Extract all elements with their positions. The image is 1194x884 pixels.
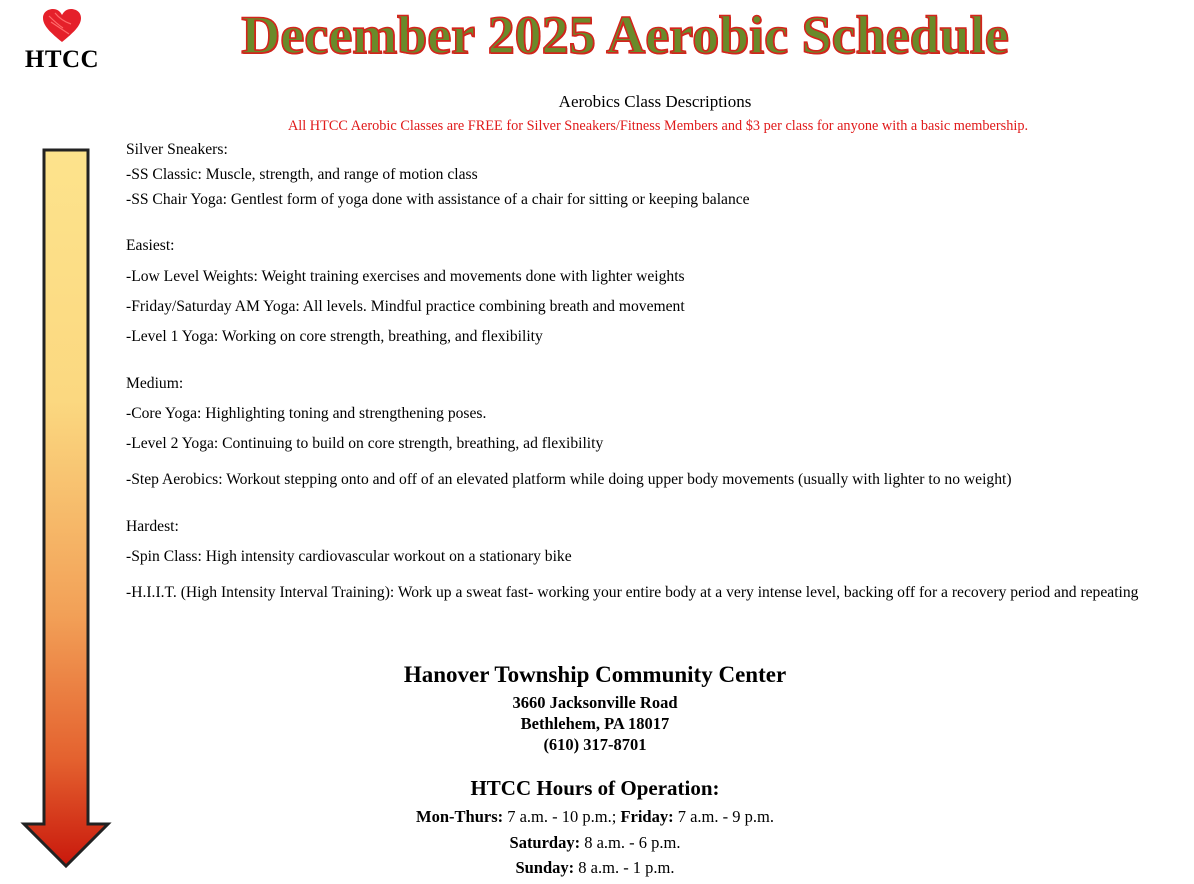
hours-sunday [195,858,995,878]
section-heading-easiest: Easiest: [126,237,175,254]
list-item: -Low Level Weights: Weight training exercises and movements done with lighter weights [126,268,685,285]
hours-saturday [195,833,995,853]
hours-weekday [195,807,995,827]
list-item: -H.I.I.T. (High Intensity Interval Training): Work up a sweat fast- working your entire body at a very intense level, backing off for a recovery period and repeating [126,584,1139,601]
list-item: -Level 1 Yoga: Working on core strength, breathing, and flexibility [126,328,543,345]
section-subtitle: Aerobics Class Descriptions [558,92,752,111]
hours-label: Saturday: [509,833,581,852]
hours-value: 8 a.m. - 6 p.m. [584,833,681,852]
section-heading-hardest: Hardest: [126,518,179,535]
pricing-notice: All HTCC Aerobic Classes are FREE for Silver Sneakers/Fitness Members and $3 per class for anyone with a basic membership. [287,118,1029,134]
phone-number: (610) 317-8701 [543,735,647,754]
section-heading-silver-sneakers: Silver Sneakers: [126,141,228,158]
heart-icon [41,8,83,44]
list-item: -Level 2 Yoga: Continuing to build on core strength, breathing, ad flexibility [126,435,604,452]
hours-label: Sunday: [515,858,575,877]
list-item: -Friday/Saturday AM Yoga: All levels. Mindful practice combining breath and movement [126,298,685,315]
hours-title: HTCC Hours of Operation: [470,776,720,800]
difficulty-arrow-icon [20,148,112,870]
center-name: Hanover Township Community Center [403,662,787,687]
list-item: -Step Aerobics: Workout stepping onto and off of an elevated platform while doing upper body movements (usually with lighter to no weight) [126,471,1012,488]
list-item: -Core Yoga: Highlighting toning and strengthening poses. [126,405,487,422]
address-line-2: Bethlehem, PA 18017 [520,714,670,733]
hours-value: 8 a.m. - 1 p.m. [578,858,675,877]
htcc-logo [20,8,104,84]
hours-value: 7 a.m. - 10 p.m.; [507,807,617,826]
page-title: December 2025 Aerobic Schedule [241,5,1009,65]
hours-value: 7 a.m. - 9 p.m. [677,807,774,826]
logo-text: HTCC [24,46,100,73]
section-heading-medium: Medium: [126,375,184,392]
hours-label: Mon-Thurs: [416,807,504,826]
address-line-1: 3660 Jacksonville Road [512,693,678,712]
hours-label: Friday: [620,807,674,826]
list-item: -SS Chair Yoga: Gentlest form of yoga done with assistance of a chair for sitting or keeping balance [126,191,750,208]
list-item: -Spin Class: High intensity cardiovascular workout on a stationary bike [126,548,572,565]
list-item: -SS Classic: Muscle, strength, and range of motion class [126,166,478,183]
